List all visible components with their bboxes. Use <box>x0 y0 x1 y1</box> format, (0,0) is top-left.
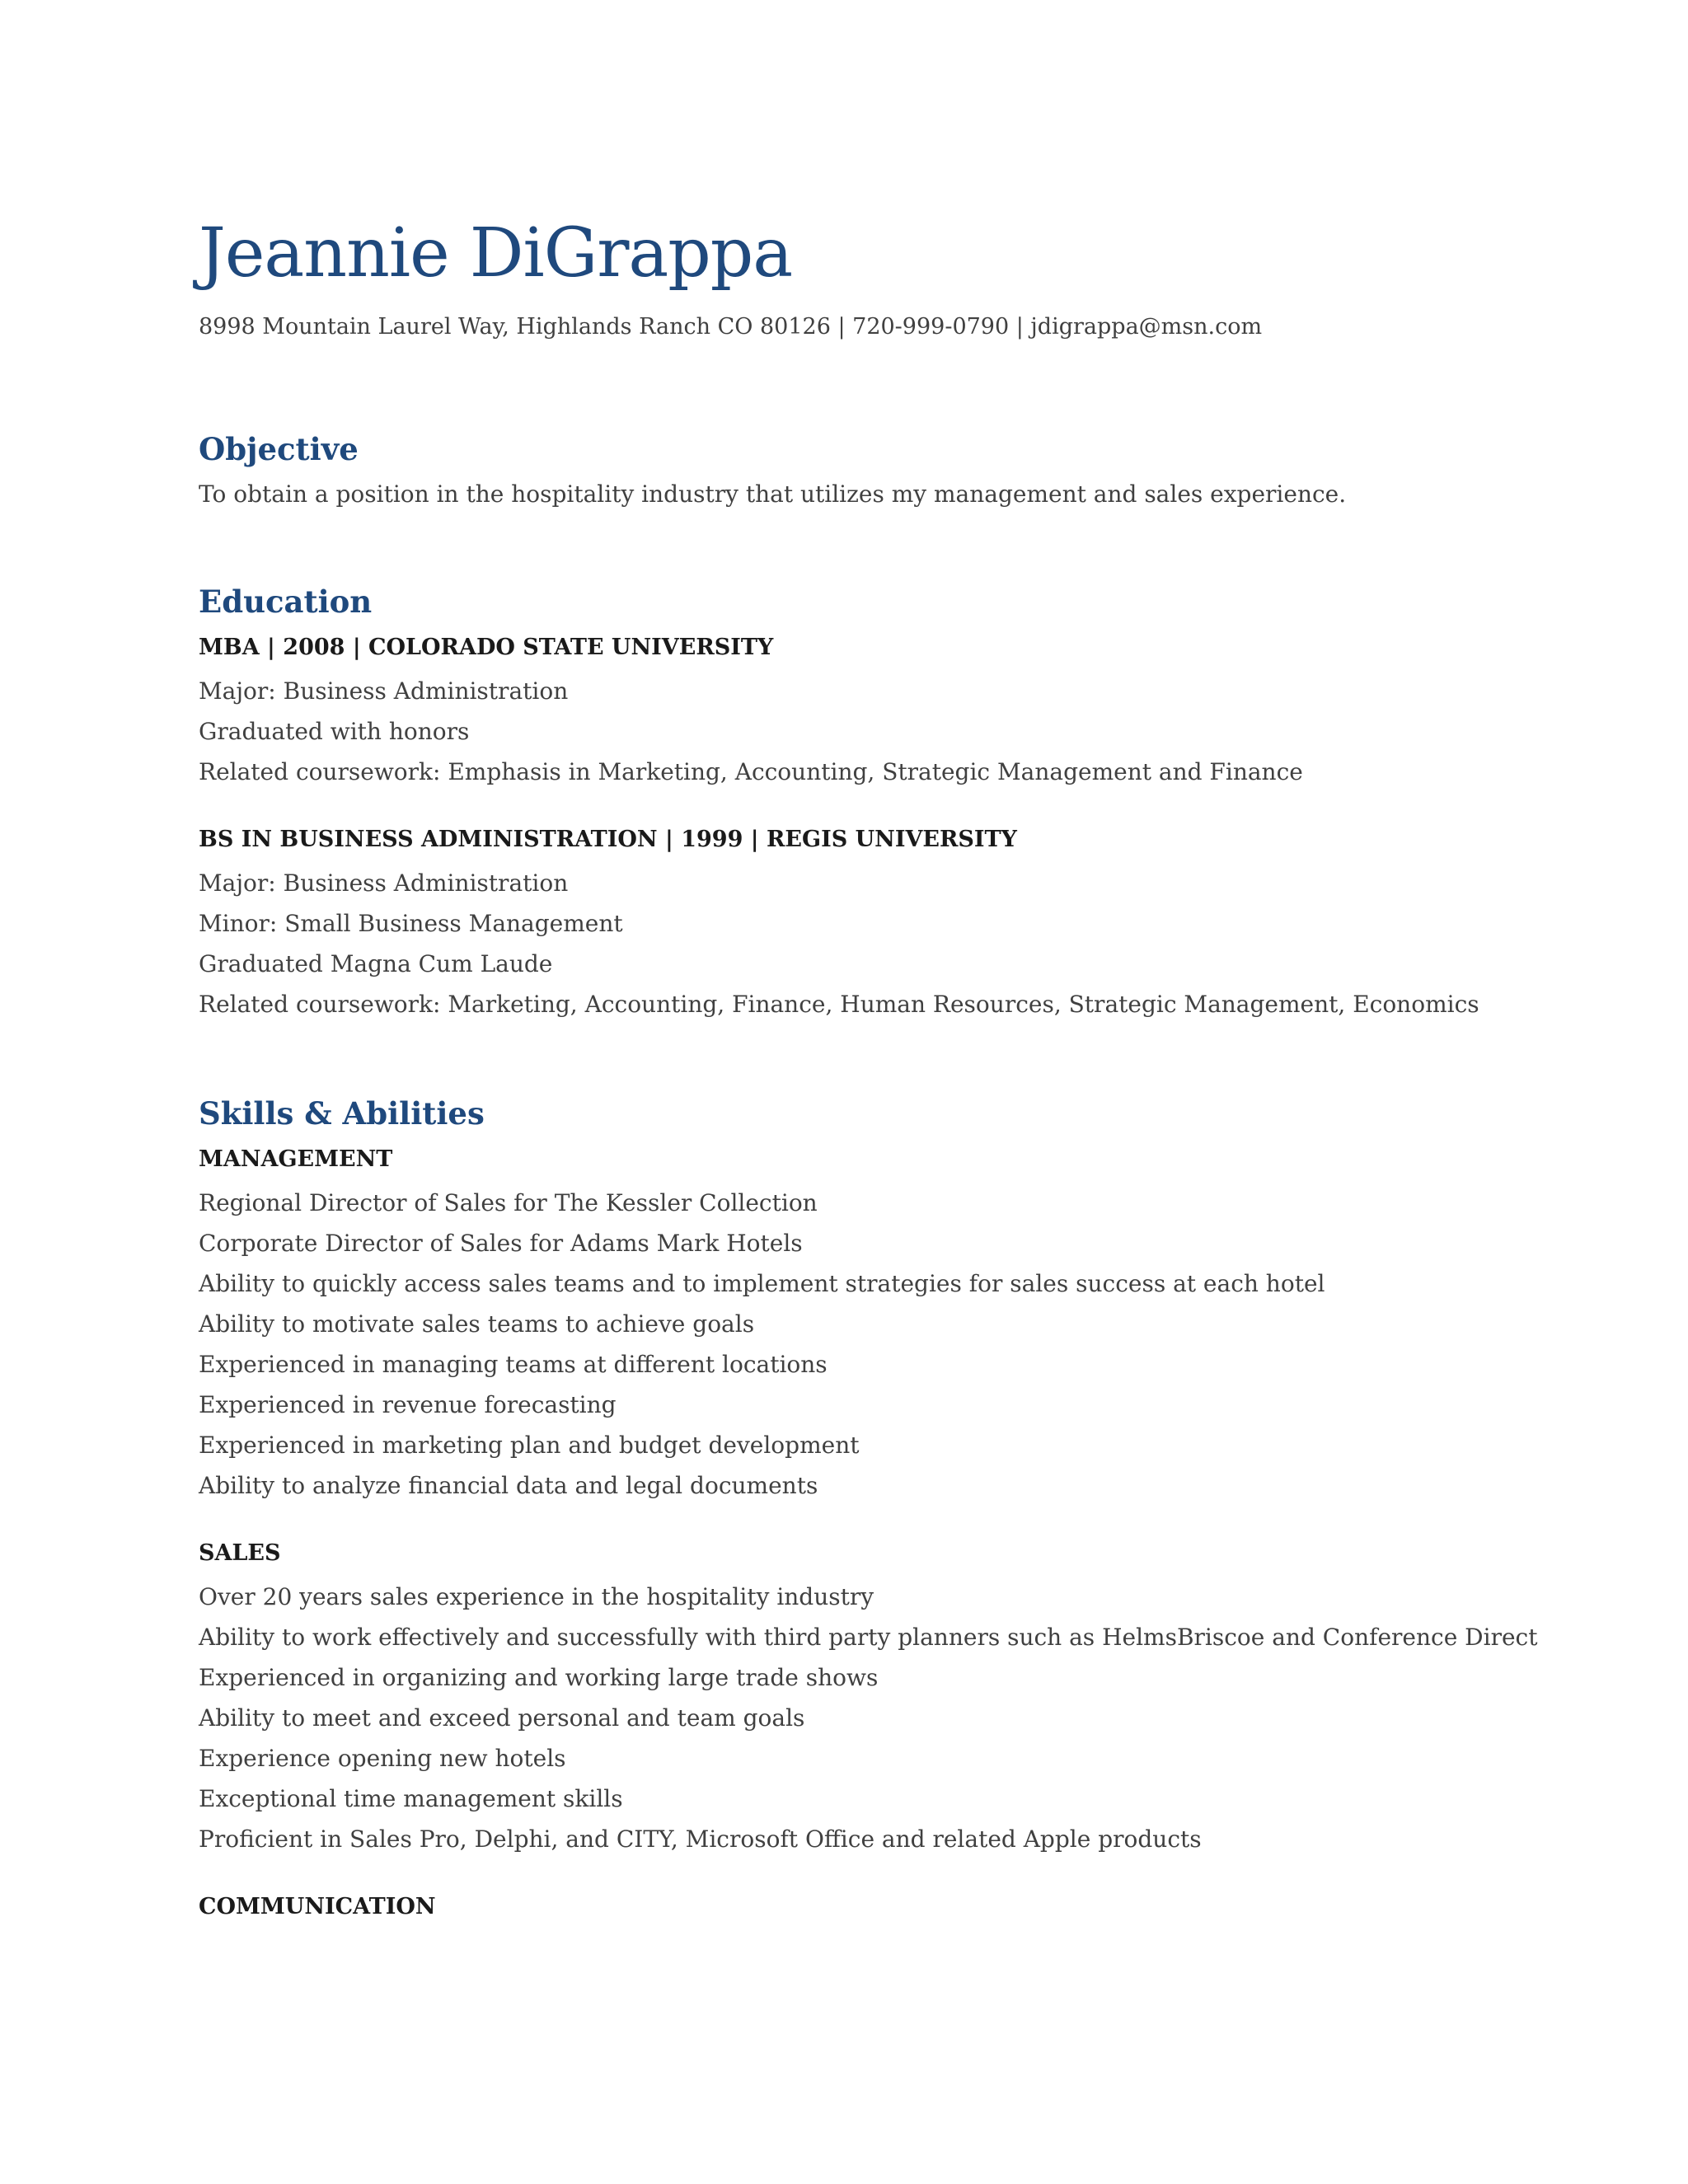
resume-content <box>199 210 1538 1924</box>
skill-line: Ability to meet and exceed personal and team goals <box>199 1704 805 1732</box>
skill-line: Experienced in managing teams at different locations <box>199 1351 828 1378</box>
skill-line: Experienced in revenue forecasting <box>199 1391 617 1418</box>
education-detail-line: Minor: Small Business Management <box>199 910 623 937</box>
education-detail-line: Major: Business Administration <box>199 677 569 705</box>
education-detail-line: Major: Business Administration <box>199 869 569 897</box>
skills-group-title: COMMUNICATION <box>199 1894 436 1919</box>
skill-line: Experienced in marketing plan and budget development <box>199 1432 860 1459</box>
education-detail-line: Graduated with honors <box>199 718 470 745</box>
skill-line: Experienced in organizing and working large trade shows <box>199 1664 879 1691</box>
education-entry-title: MBA | 2008 | COLORADO STATE UNIVERSITY <box>199 635 774 660</box>
skill-line: Ability to quickly access sales teams and to implement strategies for sales success at each hotel <box>199 1270 1325 1297</box>
skill-line: Corporate Director of Sales for Adams Mark Hotels <box>199 1230 803 1257</box>
skills-group-title: SALES <box>199 1540 281 1566</box>
applicant-name: Jeannie DiGrappa <box>199 214 793 293</box>
skill-line: Exceptional time management skills <box>199 1785 623 1812</box>
skills-group-lines <box>199 1183 1517 1506</box>
education-detail-line: Related coursework: Emphasis in Marketing, Accounting, Strategic Management and Finance <box>199 758 1303 785</box>
skill-line: Over 20 years sales experience in the hospitality industry <box>199 1583 874 1610</box>
education-detail-line: Related coursework: Marketing, Accounting, Finance, Human Resources, Strategic Management, Economics <box>199 991 1479 1018</box>
objective-heading: Objective <box>199 431 359 467</box>
education-entry-title: BS IN BUSINESS ADMINISTRATION | 1999 | REGIS UNIVERSITY <box>199 827 1017 852</box>
education-detail-line: Graduated Magna Cum Laude <box>199 950 553 977</box>
skill-line: Regional Director of Sales for The Kessler Collection <box>199 1189 818 1216</box>
skills-group-lines <box>199 1577 1538 1859</box>
skills-group-title: MANAGEMENT <box>199 1146 393 1172</box>
education-entry-details <box>199 671 1517 792</box>
education-heading: Education <box>199 583 373 620</box>
skill-line: Ability to motivate sales teams to achieve goals <box>199 1310 755 1338</box>
education-entry-details <box>199 863 1517 1024</box>
contact-info: 8998 Mountain Laurel Way, Highlands Ranch CO 80126 | 720-999-0790 | jdigrappa@msn.com <box>199 314 1263 340</box>
objective-text: To obtain a position in the hospitality industry that utilizes my management and sales experience. <box>199 480 1347 508</box>
skill-line: Experience opening new hotels <box>199 1745 566 1772</box>
skill-line: Proficient in Sales Pro, Delphi, and CITY, Microsoft Office and related Apple products <box>199 1825 1202 1853</box>
skill-line: Ability to analyze financial data and legal documents <box>199 1472 818 1499</box>
skills-heading: Skills & Abilities <box>199 1095 485 1132</box>
skill-line: Ability to work effectively and successfully with third party planners such as HelmsBriscoe and Conference Direct <box>199 1624 1538 1651</box>
